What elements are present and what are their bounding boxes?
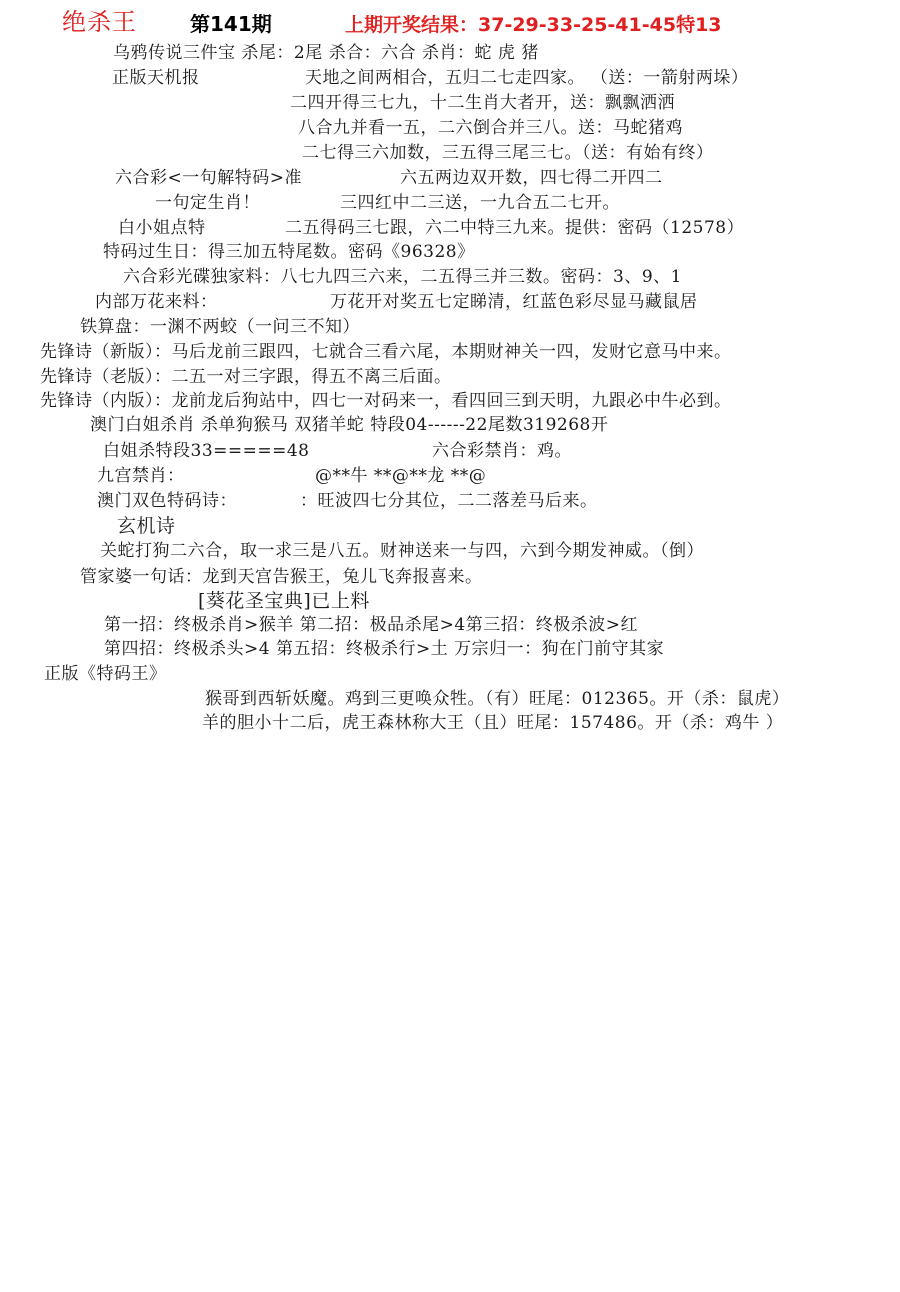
text-line: 六合彩光碟独家料：八七九四三六来，二五得三并三数。密码：3、9、1 (123, 267, 682, 287)
text-line: 八合九并看一五，二六倒合并三八。送：马蛇猪鸡 (298, 118, 683, 138)
text-line: 羊的胆小十二后，虎王森林称大王（且）旺尾：157486。开（杀：鸡牛 ） (202, 713, 784, 733)
text-line: 管家婆一句话：龙到天宫告猴王，兔儿飞奔报喜来。 (80, 567, 483, 587)
text-line: 三四红中二三送，一九合五二七开。 (340, 193, 620, 213)
text-line: 特码过生日：得三加五特尾数。密码《96328》 (103, 242, 475, 262)
text-line: 第四招：终极杀头>4 第五招：终极杀行>土 万宗归一：狗在门前守其家 (104, 639, 665, 659)
text-line: 先锋诗（老版）：二五一对三字跟，得五不离三后面。 (40, 367, 452, 387)
text-line: [葵花圣宝典]已上料 (198, 590, 370, 612)
text-line: 第一招：终极杀肖>猴羊 第二招：极品杀尾>4第三招：终极杀波>红 (104, 615, 638, 635)
text-line: ：旺波四七分其位，二二落差马后来。 (300, 491, 598, 511)
text-line: 六合彩禁肖：鸡。 (432, 441, 572, 461)
last-result: 上期开奖结果：37-29-33-25-41-45特13 (345, 14, 722, 36)
issue-number: 第141期 (190, 12, 272, 36)
text-line: 内部万花来料： (95, 292, 218, 312)
text-line: 九宫禁肖： (97, 466, 185, 486)
text-line: 先锋诗（内版）：龙前龙后狗站中，四七一对码来一，看四回三到天明，九跟必中牛必到。 (40, 391, 732, 411)
text-line: 关蛇打狗二六合，取一求三是八五。财神送来一与四，六到今期发神威。（倒） (100, 541, 704, 561)
text-line: 万花开对奖五七定睇清，红蓝色彩尽显马藏鼠居 (330, 292, 698, 312)
text-line: 白姐杀特段33=====48 (103, 441, 310, 461)
text-line: 天地之间两相合，五归二七走四家。 （送：一箭射两垛） (305, 68, 749, 88)
text-line: 二七得三六加数，三五得三尾三七。（送：有始有终） (302, 143, 714, 163)
text-line: 正版天机报 (112, 68, 200, 88)
text-line: 六五两边双开数，四七得二开四二 (400, 168, 663, 188)
text-line: 正版《特码王》 (44, 664, 167, 684)
text-line: 澳门白姐杀肖 杀单狗猴马 双猪羊蛇 特段04------22尾数319268开 (90, 415, 609, 435)
text-line: 乌鸦传说三件宝 杀尾：2尾 杀合：六合 杀肖：蛇 虎 猪 (113, 43, 539, 63)
text-line: @**牛 **@**龙 **@ (315, 466, 487, 486)
text-line: 二四开得三七九，十二生肖大者开，送：飘飘洒洒 (290, 93, 675, 113)
text-line: 二五得码三七跟，六二中特三九来。提供：密码（12578） (285, 218, 745, 238)
text-line: 一句定生肖！ (155, 193, 260, 213)
text-line: 六合彩<一句解特码>准 (115, 168, 302, 188)
text-line: 先锋诗（新版）：马后龙前三跟四，七就合三看六尾，本期财神关一四，发财它意马中来。 (40, 342, 732, 362)
brand-logo: 绝杀王 (62, 8, 137, 36)
text-line: 猴哥到西斩妖魔。鸡到三更唤众牲。（有）旺尾：012365。开（杀：鼠虎） (205, 689, 790, 709)
text-line: 玄机诗 (117, 515, 176, 537)
text-line: 铁算盘：一渊不两蛟（一问三不知） (80, 317, 360, 337)
text-line: 澳门双色特码诗： (97, 491, 237, 511)
text-line: 白小姐点特 (118, 218, 206, 238)
